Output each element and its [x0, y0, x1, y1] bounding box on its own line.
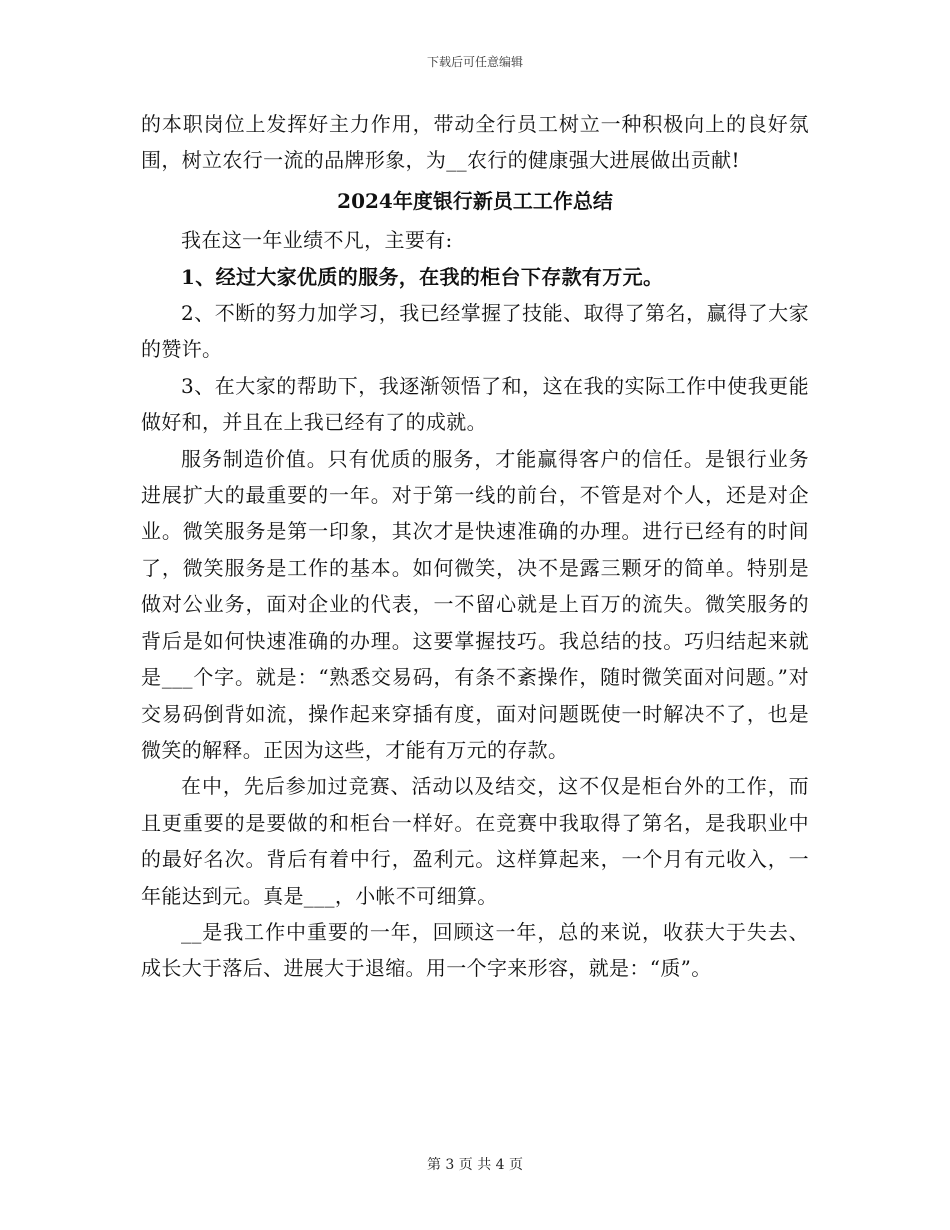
- document-title: 2024年度银行新员工工作总结: [337, 188, 613, 213]
- paragraph-summary: __是我工作中重要的一年，回顾这一年，总的来说，收获大于失去、成长大于落后、进展大于退缩。用一个字来形容，就是：“质”。: [141, 919, 809, 981]
- paragraph-item-1: 1、经过大家优质的服务，在我的柜台下存款有万元。: [181, 264, 664, 289]
- paragraph-competition: 在中，先后参加过竞赛、活动以及结交，这不仅是柜台外的工作，而且更重要的是要做的和柜台一样好。在竞赛中我取得了第名，是我职业中的最好名次。背后有着中行，盈利元。这样算起来，一个月有元收入，一年能达到元。真是___，小帐不可细算。: [141, 774, 809, 908]
- paragraph-item-2: 2、不断的努力加学习，我已经掌握了技能、取得了第名，赢得了大家的赞许。: [141, 301, 809, 362]
- paragraph-item-3: 3、在大家的帮助下，我逐渐领悟了和，这在我的实际工作中使我更能做好和，并且在上我已经有了的成就。: [141, 373, 809, 435]
- paragraph-achievements-intro: 我在这一年业绩不凡，主要有:: [181, 228, 453, 253]
- header-text: 下载后可任意编辑: [426, 55, 523, 69]
- page-number: 第 3 页 共 4 页: [426, 1157, 524, 1173]
- paragraph-service: 服务制造价值。只有优质的服务，才能赢得客户的信任。是银行业务进展扩大的最重要的一年。对于第一线的前台，不管是对个人，还是对企业。微笑服务是第一印象，其次才是快速准确的办理。进行已经有的时间了，微笑服务是工作的基本。如何微笑，决不是露三颗牙的简单。特别是做对公业务，面对企业的代表，一不留心就是上百万的流失。微笑服务的背后是如何快速准确的办理。这要掌握技巧。我总结的技。巧归结起来就是___个字。就是：“熟悉交易码，有条不紊操作，随时微笑面对问题。”对交易码倒背如流，操作起来穿插有度，面对问题既使一时解决不了，也是微笑的解释。正因为这些，才能有万元的存款。: [141, 446, 809, 762]
- document-body: [141, 106, 809, 987]
- page-footer: [0, 1156, 950, 1174]
- page-header: [0, 54, 950, 70]
- intro-paragraph: 的本职岗位上发挥好主力作用，带动全行员工树立一种积极向上的良好氛围，树立农行一流的品牌形象，为__农行的健康强大进展做出贡献!: [141, 112, 809, 173]
